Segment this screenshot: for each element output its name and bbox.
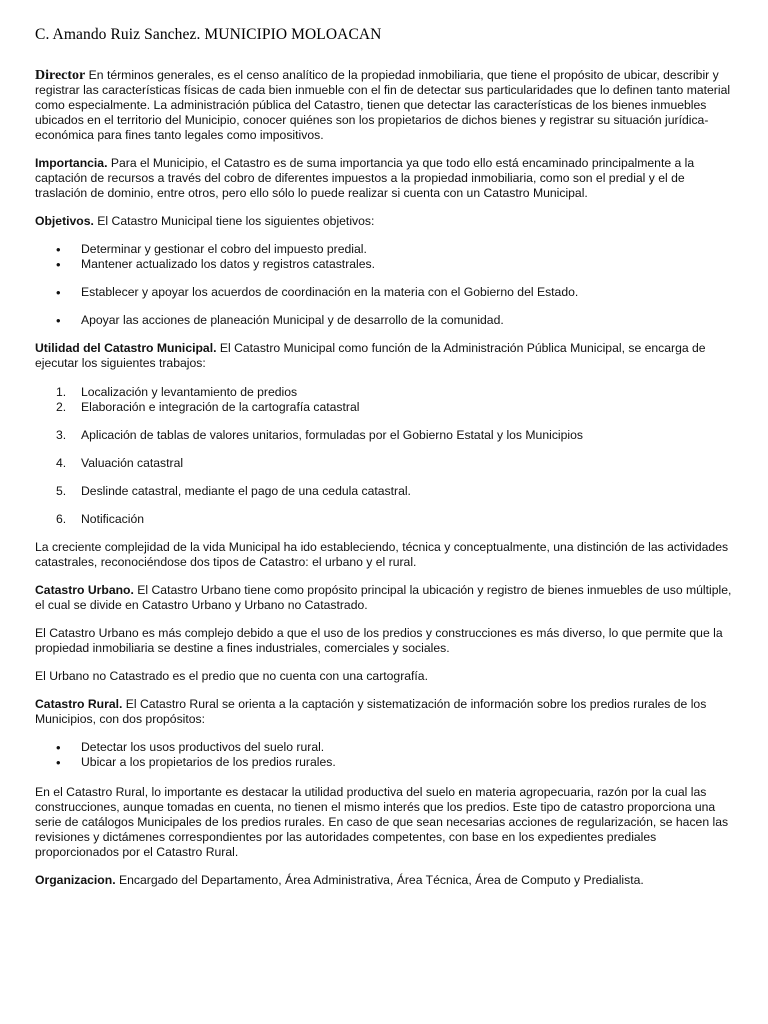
importancia-label: Importancia.	[35, 156, 108, 170]
director-text: En términos generales, es el censo analítico de la propiedad inmobiliaria, que tiene el propósito de ubicar, describir y registrar las características físicas de cada bien inmueble con el fin de detectar sus particularidades que lo definen tanto material como especialmente. La administración pública del Catastro, tienen que detectar las características de los bienes inmuebles ubicados en el territorio del Municipio, conocer quiénes son los propietarios de dichos bienes y registrar su situación jurídica-económica para fines tanto legales como impositivos.	[35, 68, 731, 142]
importancia-paragraph	[35, 156, 738, 201]
list-item: 4. Valuación catastral	[56, 456, 184, 470]
list-item: 5. Deslinde catastral, mediante el pago de una cedula catastral.	[56, 484, 411, 498]
urbano-paragraph	[35, 583, 738, 613]
list-item: • Mantener actualizado los datos y registros catastrales.	[35, 257, 738, 272]
urbano-complejo-paragraph: El Catastro Urbano es más complejo debido a que el uso de los predios y construcciones es más diverso, lo que permite que la propiedad inmobiliaria se destine a fines industriales, comerciales y sociales.	[35, 626, 723, 655]
urbano-label: Catastro Urbano.	[35, 583, 134, 597]
objetivos-text: El Catastro Municipal tiene los siguientes objetivos:	[93, 214, 375, 228]
rural-list	[35, 740, 738, 770]
rural-detail-paragraph: En el Catastro Rural, lo importante es destacar la utilidad productiva del suelo en materia agropecuaria, razón por la cual las construcciones, aunque tomadas en cuenta, no tienen el mismo interés que los predios. Este tipo de catastro proporciona una serie de catálogos Municipales de los predios rurales. En caso de que sean necesarias acciones de regularización, se hacen las revisiones y dictámenes correspondientes por las autoridades competentes, con base en los expedientes prediales proporcionados por el Catastro Rural.	[35, 785, 729, 859]
list-item: 1. Localización y levantamiento de predios	[56, 385, 298, 399]
director-paragraph	[35, 68, 738, 143]
list-item: 6. Notificación	[56, 512, 144, 526]
director-label: Director	[35, 68, 86, 83]
list-item: • Apoyar las acciones de planeación Municipal y de desarrollo de la comunidad.	[35, 313, 738, 328]
objetivos-label: Objetivos.	[35, 214, 94, 228]
urbano-text: El Catastro Urbano tiene como propósito principal la ubicación y registro de bienes inmuebles de uso múltiple, el cual se divide en Catastro Urbano y Urbano no Catastrado.	[35, 583, 732, 612]
complejidad-paragraph: La creciente complejidad de la vida Municipal ha ido estableciendo, técnica y conceptualmente, una distinción de las actividades catastrales, reconociéndose dos tipos de Catastro: el urbano y el rural.	[35, 540, 729, 569]
list-item: • Establecer y apoyar los acuerdos de coordinación en la materia con el Gobierno del Estado.	[35, 285, 738, 300]
list-item: 3. Aplicación de tablas de valores unitarios, formuladas por el Gobierno Estatal y los Municipios	[56, 428, 583, 442]
importancia-text: Para el Municipio, el Catastro es de suma importancia ya que todo ello está encaminado principalmente a la captación de recursos a través del cobro de diferentes impuestos a la propiedad inmobiliaria, como son el predial y el de traslación de dominio, entre otros, pero ello sólo lo puede realizar si cuenta con un Catastro Municipal.	[35, 156, 695, 200]
rural-paragraph	[35, 697, 738, 727]
rural-label: Catastro Rural.	[35, 697, 123, 711]
no-catastrado-paragraph: El Urbano no Catastrado es el predio que no cuenta con una cartografía.	[35, 669, 428, 683]
list-item: 2. Elaboración e integración de la cartografía catastral	[56, 400, 360, 414]
list-item: • Ubicar a los propietarios de los predios rurales.	[35, 755, 738, 770]
objetivos-list	[35, 242, 738, 328]
rural-text: El Catastro Rural se orienta a la captación y sistematización de información sobre los predios rurales de los Municipios, con dos propósitos:	[35, 697, 707, 726]
organizacion-text: Encargado del Departamento, Área Administrativa, Área Técnica, Área de Computo y Predialista.	[115, 873, 644, 887]
utilidad-text: El Catastro Municipal como función de la Administración Pública Municipal, se encarga de ejecutar los siguientes trabajos:	[35, 341, 706, 370]
list-item: • Detectar los usos productivos del suelo rural.	[35, 740, 738, 755]
document-title: C. Amando Ruiz Sanchez. MUNICIPIO MOLOACAN	[35, 26, 382, 43]
organizacion-label: Organizacion.	[35, 873, 116, 887]
utilidad-list	[35, 385, 738, 527]
list-item: • Determinar y gestionar el cobro del impuesto predial.	[35, 242, 738, 257]
organizacion-paragraph	[35, 873, 738, 888]
objetivos-paragraph	[35, 214, 738, 229]
utilidad-paragraph	[35, 341, 738, 371]
utilidad-label: Utilidad del Catastro Municipal.	[35, 341, 217, 355]
